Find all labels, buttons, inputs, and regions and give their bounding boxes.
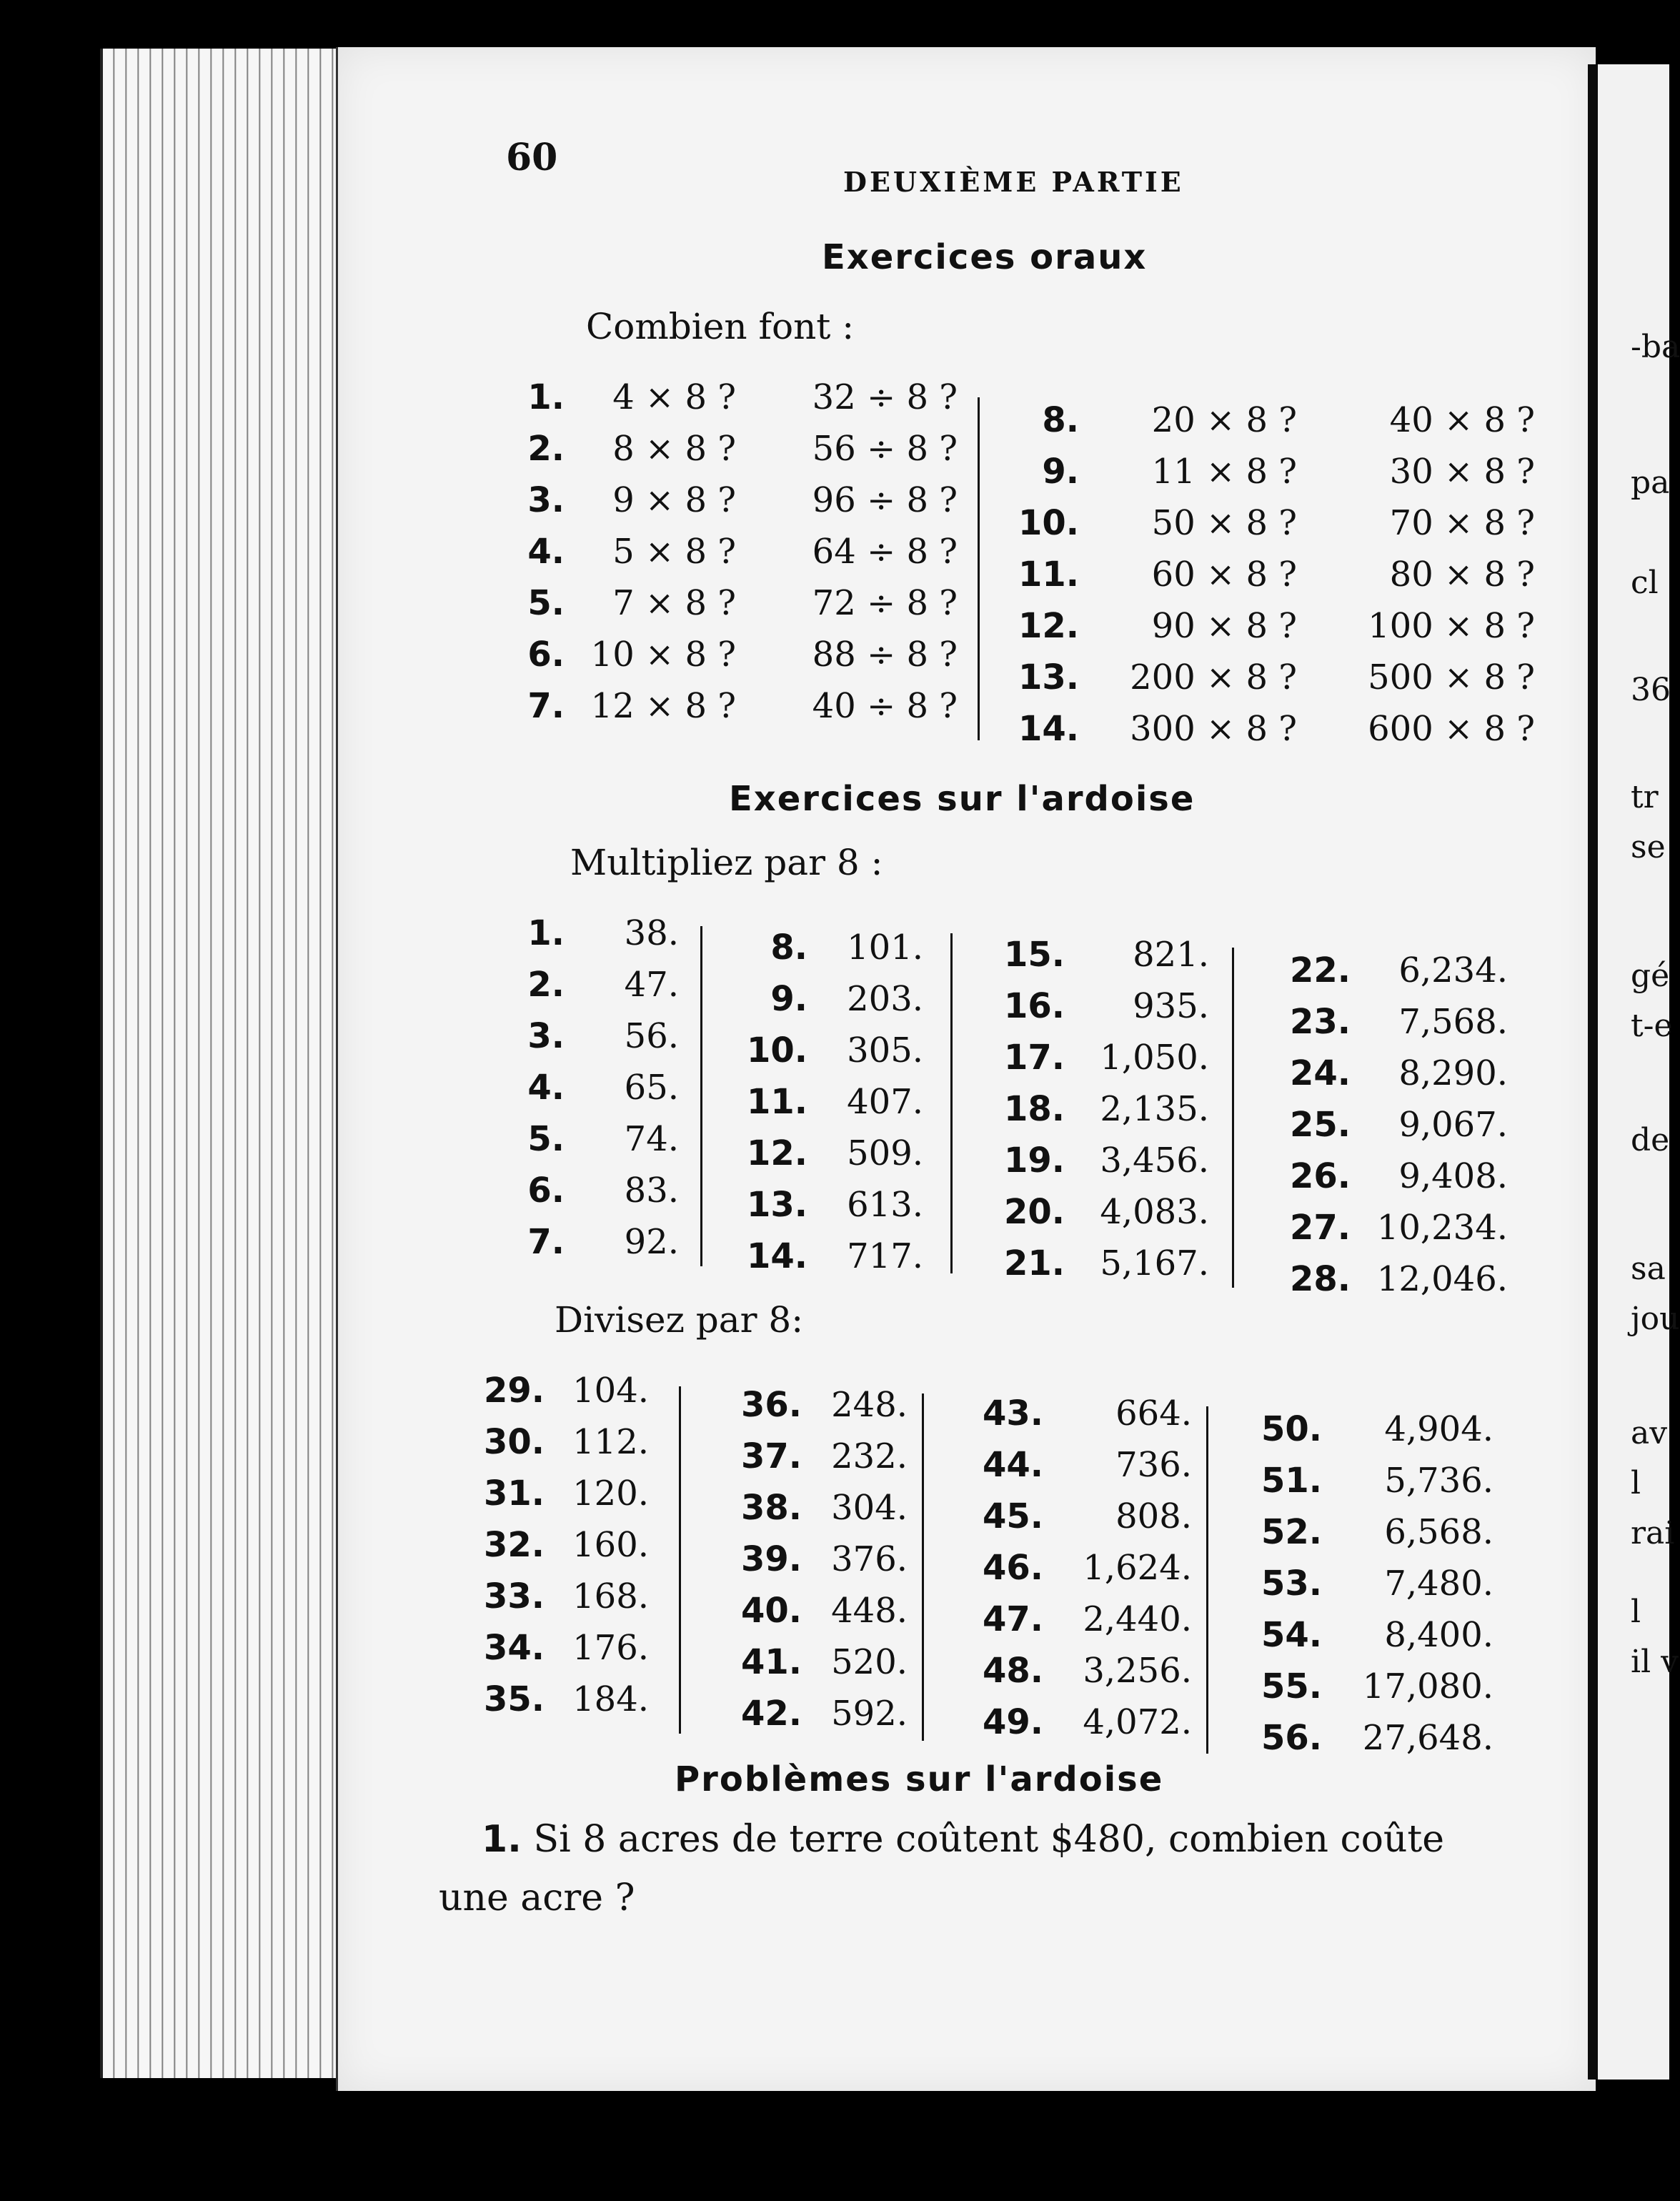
facing-page-text-fragment: se xyxy=(1631,829,1666,865)
divide-item-value: 736. xyxy=(1115,1445,1192,1485)
oral-item-expr-a: 11 × 8 ? xyxy=(1151,452,1297,492)
divide-item-value: 376. xyxy=(831,1539,908,1579)
oral-item-expr-a: 5 × 8 ? xyxy=(612,532,736,572)
multiply-item-number: 17. xyxy=(1003,1038,1065,1078)
oral-item-number: 6. xyxy=(527,635,565,675)
oral-item-expr-b: 88 ÷ 8 ? xyxy=(812,635,958,675)
divide-item-value: 2,440. xyxy=(1083,1599,1192,1639)
multiply-item-number: 25. xyxy=(1289,1105,1351,1145)
multiply-item-value: 6,234. xyxy=(1398,950,1508,990)
divide-item-number: 30. xyxy=(483,1422,545,1462)
divide-item-number: 32. xyxy=(483,1525,545,1565)
divide-item-value: 248. xyxy=(831,1385,908,1425)
divide-item-number: 36. xyxy=(740,1385,802,1425)
divide-column-rule xyxy=(679,1386,681,1734)
facing-page-text-fragment: l xyxy=(1631,1465,1641,1501)
multiply-item-value: 8,290. xyxy=(1398,1053,1508,1093)
divide-item-number: 40. xyxy=(740,1591,802,1631)
divide-item-number: 55. xyxy=(1261,1666,1322,1706)
multiply-item-value: 305. xyxy=(847,1030,923,1070)
oral-item-expr-a: 12 × 8 ? xyxy=(590,686,736,726)
page-stack-edge xyxy=(100,49,360,2078)
divide-item-value: 304. xyxy=(831,1488,908,1528)
multiply-item-number: 22. xyxy=(1289,950,1351,990)
multiply-item-number: 4. xyxy=(527,1068,565,1108)
problem-number: 1. xyxy=(482,1818,522,1861)
multiply-item-number: 21. xyxy=(1003,1243,1065,1283)
divide-item-number: 43. xyxy=(982,1393,1043,1434)
oral-item-number: 9. xyxy=(1042,452,1079,492)
oral-item-number: 10. xyxy=(1018,503,1079,543)
multiply-item-number: 9. xyxy=(770,979,807,1019)
oral-item-number: 5. xyxy=(527,583,565,623)
multiply-item-value: 821. xyxy=(1133,935,1209,975)
multiply-item-value: 1,050. xyxy=(1100,1038,1209,1078)
oral-item-number: 7. xyxy=(527,686,565,726)
oral-item-expr-b: 30 × 8 ? xyxy=(1389,452,1535,492)
problem-text-line1: Si 8 acres de terre coûtent $480, combien coûte xyxy=(533,1818,1445,1861)
facing-page-text-fragment: 36 xyxy=(1631,672,1671,708)
oral-item-expr-b: 80 × 8 ? xyxy=(1389,555,1535,595)
divide-item-value: 17,080. xyxy=(1362,1666,1493,1706)
multiply-item-number: 13. xyxy=(746,1185,807,1225)
divide-item-value: 8,400. xyxy=(1384,1615,1493,1655)
multiply-item-value: 9,067. xyxy=(1398,1105,1508,1145)
oral-heading: Exercices oraux xyxy=(822,237,1148,277)
oral-item-expr-b: 40 × 8 ? xyxy=(1389,400,1535,440)
divide-item-number: 42. xyxy=(740,1694,802,1734)
oral-item-expr-a: 200 × 8 ? xyxy=(1130,657,1297,697)
facing-page-text-fragment: de xyxy=(1631,1122,1670,1158)
divide-item-number: 37. xyxy=(740,1436,802,1476)
multiply-item-value: 2,135. xyxy=(1100,1089,1209,1129)
multiply-item-number: 27. xyxy=(1289,1208,1351,1248)
multiply-item-number: 23. xyxy=(1289,1002,1351,1042)
divide-item-number: 53. xyxy=(1261,1564,1322,1604)
divide-item-value: 1,624. xyxy=(1083,1548,1192,1588)
multiply-item-number: 5. xyxy=(527,1119,565,1159)
oral-item-expr-a: 300 × 8 ? xyxy=(1130,709,1297,749)
multiply-item-number: 1. xyxy=(527,913,565,953)
divide-item-value: 184. xyxy=(572,1679,649,1719)
oral-item-number: 3. xyxy=(527,480,565,520)
oral-item-expr-a: 20 × 8 ? xyxy=(1151,400,1297,440)
facing-page-text-fragment: pa xyxy=(1631,464,1670,501)
oral-item-expr-b: 96 ÷ 8 ? xyxy=(812,480,958,520)
page-number: 60 xyxy=(506,136,558,179)
divide-item-number: 48. xyxy=(982,1651,1043,1691)
oral-item-expr-b: 40 ÷ 8 ? xyxy=(812,686,958,726)
oral-column-rule xyxy=(978,397,980,740)
multiply-item-value: 83. xyxy=(624,1171,679,1211)
divide-item-number: 46. xyxy=(982,1548,1043,1588)
divide-item-number: 45. xyxy=(982,1496,1043,1536)
oral-item-expr-a: 10 × 8 ? xyxy=(590,635,736,675)
oral-item-expr-a: 7 × 8 ? xyxy=(612,583,736,623)
page-gutter xyxy=(1588,64,1598,2080)
multiply-item-value: 935. xyxy=(1133,986,1209,1026)
multiply-item-number: 2. xyxy=(527,965,565,1005)
oral-item-expr-b: 72 ÷ 8 ? xyxy=(812,583,958,623)
divide-item-value: 448. xyxy=(831,1591,908,1631)
multiply-item-value: 65. xyxy=(624,1068,679,1108)
facing-page-text-fragment: av xyxy=(1631,1415,1668,1451)
multiply-item-value: 5,167. xyxy=(1100,1243,1209,1283)
multiply-item-number: 18. xyxy=(1003,1089,1065,1129)
multiply-item-value: 203. xyxy=(847,979,923,1019)
divide-item-number: 44. xyxy=(982,1445,1043,1485)
divide-item-number: 50. xyxy=(1261,1409,1322,1449)
problems-heading: Problèmes sur l'ardoise xyxy=(675,1759,1164,1799)
multiply-column-rule xyxy=(1232,948,1234,1288)
multiply-item-value: 509. xyxy=(847,1133,923,1173)
oral-item-expr-b: 32 ÷ 8 ? xyxy=(812,377,958,417)
oral-item-number: 11. xyxy=(1018,555,1079,595)
divide-item-value: 160. xyxy=(572,1525,649,1565)
multiply-item-number: 7. xyxy=(527,1222,565,1262)
multiply-item-number: 3. xyxy=(527,1016,565,1056)
multiply-item-value: 56. xyxy=(624,1016,679,1056)
divide-item-number: 56. xyxy=(1261,1718,1322,1758)
oral-item-expr-b: 600 × 8 ? xyxy=(1368,709,1535,749)
divide-item-value: 176. xyxy=(572,1628,649,1668)
multiply-item-value: 74. xyxy=(624,1119,679,1159)
divide-item-value: 592. xyxy=(831,1694,908,1734)
facing-page-text-fragment: t-e xyxy=(1631,1008,1673,1044)
multiply-item-value: 38. xyxy=(624,913,679,953)
oral-item-expr-a: 50 × 8 ? xyxy=(1151,503,1297,543)
multiply-item-value: 4,083. xyxy=(1100,1192,1209,1232)
divide-item-value: 7,480. xyxy=(1384,1564,1493,1604)
divide-item-number: 38. xyxy=(740,1488,802,1528)
multiply-item-number: 10. xyxy=(746,1030,807,1070)
problem-line-1 xyxy=(482,1818,1444,1861)
divide-item-number: 47. xyxy=(982,1599,1043,1639)
multiply-item-value: 101. xyxy=(847,928,923,968)
divide-item-number: 39. xyxy=(740,1539,802,1579)
oral-item-expr-a: 90 × 8 ? xyxy=(1151,606,1297,646)
facing-page-text-fragment: gé xyxy=(1631,958,1670,994)
facing-page-text-fragment: tr xyxy=(1631,779,1659,815)
multiply-item-number: 12. xyxy=(746,1133,807,1173)
divide-item-number: 41. xyxy=(740,1642,802,1682)
oral-item-number: 12. xyxy=(1018,606,1079,646)
oral-item-number: 14. xyxy=(1018,709,1079,749)
multiply-item-number: 8. xyxy=(770,928,807,968)
divide-item-value: 4,072. xyxy=(1083,1702,1192,1742)
facing-page-edge xyxy=(1598,64,1680,2080)
divide-item-value: 168. xyxy=(572,1576,649,1616)
oral-item-expr-a: 60 × 8 ? xyxy=(1151,555,1297,595)
facing-page-text-fragment: -ba xyxy=(1631,329,1680,365)
problem-line-2: une acre ? xyxy=(439,1877,635,1919)
slate-heading: Exercices sur l'ardoise xyxy=(729,779,1196,819)
divide-item-value: 112. xyxy=(572,1422,649,1462)
oral-item-number: 4. xyxy=(527,532,565,572)
facing-page-text-fragment: cl xyxy=(1631,565,1659,601)
multiply-item-number: 28. xyxy=(1289,1259,1351,1299)
multiply-item-value: 717. xyxy=(847,1236,923,1276)
multiply-item-number: 26. xyxy=(1289,1156,1351,1196)
divide-item-value: 520. xyxy=(831,1642,908,1682)
oral-item-expr-a: 8 × 8 ? xyxy=(612,429,736,469)
multiply-item-number: 15. xyxy=(1003,935,1065,975)
divide-item-value: 808. xyxy=(1115,1496,1192,1536)
divide-item-value: 4,904. xyxy=(1384,1409,1493,1449)
divide-item-value: 120. xyxy=(572,1474,649,1514)
multiply-item-number: 11. xyxy=(746,1082,807,1122)
multiply-item-value: 613. xyxy=(847,1185,923,1225)
divide-item-number: 54. xyxy=(1261,1615,1322,1655)
divide-item-value: 27,648. xyxy=(1362,1718,1493,1758)
running-head: DEUXIÈME PARTIE xyxy=(843,166,1184,198)
oral-item-expr-b: 100 × 8 ? xyxy=(1368,606,1535,646)
facing-page-text-fragment: rai xyxy=(1631,1515,1675,1551)
oral-item-number: 8. xyxy=(1042,400,1079,440)
divide-item-number: 29. xyxy=(483,1371,545,1411)
multiply-item-number: 14. xyxy=(746,1236,807,1276)
divide-item-number: 31. xyxy=(483,1474,545,1514)
multiply-item-value: 92. xyxy=(624,1222,679,1262)
multiply-item-value: 407. xyxy=(847,1082,923,1122)
multiply-item-value: 12,046. xyxy=(1376,1259,1508,1299)
divide-item-number: 33. xyxy=(483,1576,545,1616)
multiply-item-value: 3,456. xyxy=(1100,1141,1209,1181)
multiply-item-value: 9,408. xyxy=(1398,1156,1508,1196)
oral-item-number: 13. xyxy=(1018,657,1079,697)
divide-column-rule xyxy=(922,1393,924,1741)
multiply-item-number: 6. xyxy=(527,1171,565,1211)
divide-item-number: 34. xyxy=(483,1628,545,1668)
facing-page-text-fragment: sa xyxy=(1631,1251,1666,1287)
divide-item-value: 232. xyxy=(831,1436,908,1476)
multiply-intro: Multipliez par 8 : xyxy=(570,842,883,883)
oral-item-expr-a: 9 × 8 ? xyxy=(612,480,736,520)
multiply-item-number: 24. xyxy=(1289,1053,1351,1093)
multiply-column-rule xyxy=(950,933,953,1273)
oral-item-expr-b: 70 × 8 ? xyxy=(1389,503,1535,543)
oral-item-expr-b: 56 ÷ 8 ? xyxy=(812,429,958,469)
oral-item-expr-b: 64 ÷ 8 ? xyxy=(812,532,958,572)
oral-item-number: 1. xyxy=(527,377,565,417)
divide-item-value: 5,736. xyxy=(1384,1461,1493,1501)
divide-intro: Divisez par 8: xyxy=(555,1299,804,1341)
multiply-column-rule xyxy=(700,926,702,1266)
multiply-item-number: 19. xyxy=(1003,1141,1065,1181)
divide-item-value: 104. xyxy=(572,1371,649,1411)
divide-item-value: 3,256. xyxy=(1083,1651,1192,1691)
multiply-item-number: 16. xyxy=(1003,986,1065,1026)
facing-page-text-fragment: l xyxy=(1631,1594,1641,1630)
divide-item-number: 35. xyxy=(483,1679,545,1719)
multiply-item-value: 10,234. xyxy=(1376,1208,1508,1248)
multiply-item-number: 20. xyxy=(1003,1192,1065,1232)
divide-item-number: 49. xyxy=(982,1702,1043,1742)
facing-page-text-fragment: jou xyxy=(1631,1301,1680,1337)
divide-item-value: 6,568. xyxy=(1384,1512,1493,1552)
divide-item-number: 51. xyxy=(1261,1461,1322,1501)
oral-item-number: 2. xyxy=(527,429,565,469)
multiply-item-value: 7,568. xyxy=(1398,1002,1508,1042)
oral-intro: Combien font : xyxy=(586,306,855,347)
divide-item-value: 664. xyxy=(1115,1393,1192,1434)
multiply-item-value: 47. xyxy=(624,965,679,1005)
divide-column-rule xyxy=(1206,1406,1208,1754)
oral-item-expr-a: 4 × 8 ? xyxy=(612,377,736,417)
divide-item-number: 52. xyxy=(1261,1512,1322,1552)
facing-page-text-fragment: il v xyxy=(1631,1644,1679,1680)
oral-item-expr-b: 500 × 8 ? xyxy=(1368,657,1535,697)
